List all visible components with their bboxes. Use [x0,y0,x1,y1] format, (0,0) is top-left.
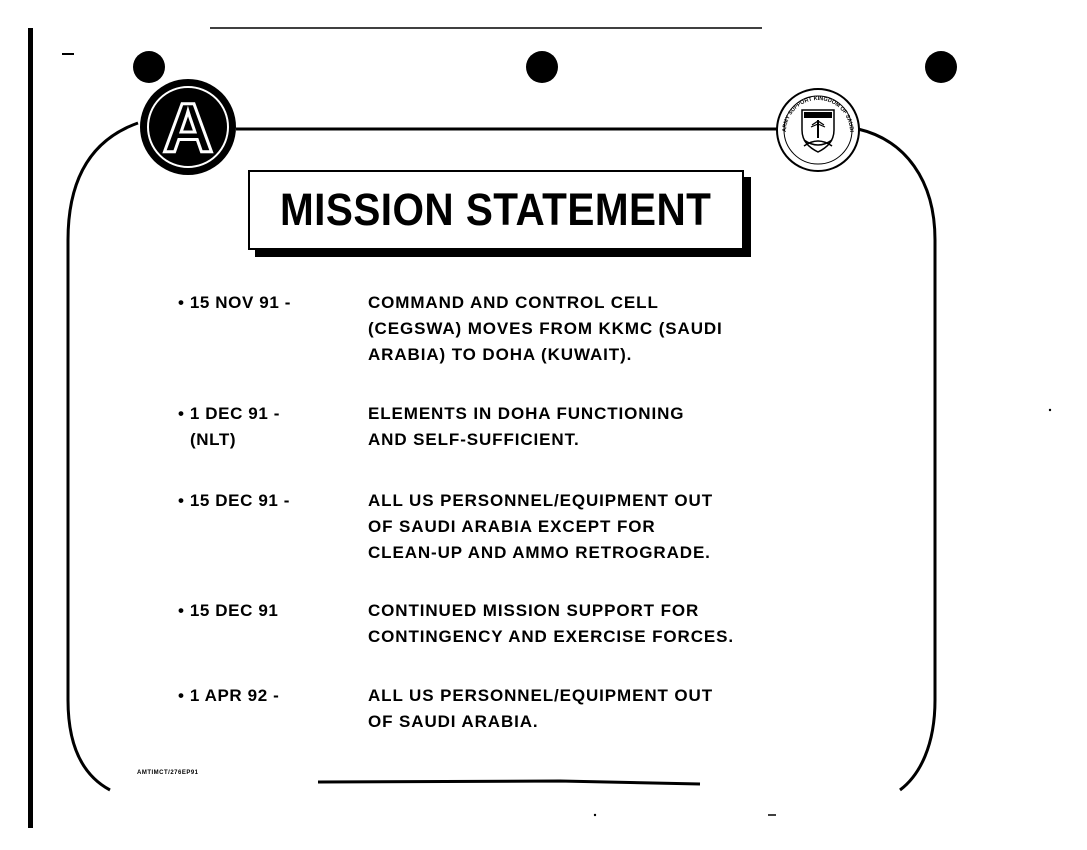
punch-hole-left [133,51,165,83]
item-date: • 15 DEC 91 [178,601,279,620]
punch-hole-right [925,51,957,83]
item-date: • 1 DEC 91 - [178,404,280,423]
footer-code: AMTIMCT/276EP91 [137,770,199,776]
frame-left-arc [68,123,138,790]
punch-hole-center [526,51,558,83]
title-box [248,170,744,250]
scan-edge-bar [28,28,33,828]
item-date: • 15 NOV 91 - [178,293,291,312]
scan-speck [594,814,596,816]
item-text: ALL US PERSONNEL/EQUIPMENT OUT OF SAUDI ARABIA. [368,686,713,731]
logo-letter: A [162,89,214,167]
item-date: • 1 APR 92 - [178,686,280,705]
page-title: MISSION STATEMENT [280,184,712,235]
item-text: CONTINUED MISSION SUPPORT FOR CONTINGENCY AND EXERCISE FORCES. [368,601,735,646]
scan-speck [1049,409,1051,411]
seal-text: ARMY SUPPORT KINGDOM OF SAUDI [781,95,855,133]
item-text: ALL US PERSONNEL/EQUIPMENT OUT OF SAUDI ARABIA EXCEPT FOR CLEAN-UP AND AMMO RETROGRADE. [368,491,713,562]
bottom-rule [318,781,700,784]
item-text: ELEMENTS IN DOHA FUNCTIONING AND SELF-SUFFICIENT. [368,404,685,449]
item-text: COMMAND AND CONTROL CELL (CEGSWA) MOVES FROM KKMC (SAUDI ARABIA) TO DOHA (KUWAIT). [368,293,723,364]
army-a-logo [140,79,236,175]
item-date: • 15 DEC 91 - [178,491,291,510]
saudi-seal [0,0,859,171]
item-date-qualifier: (NLT) [190,430,237,449]
frame-right-arc [858,129,935,790]
